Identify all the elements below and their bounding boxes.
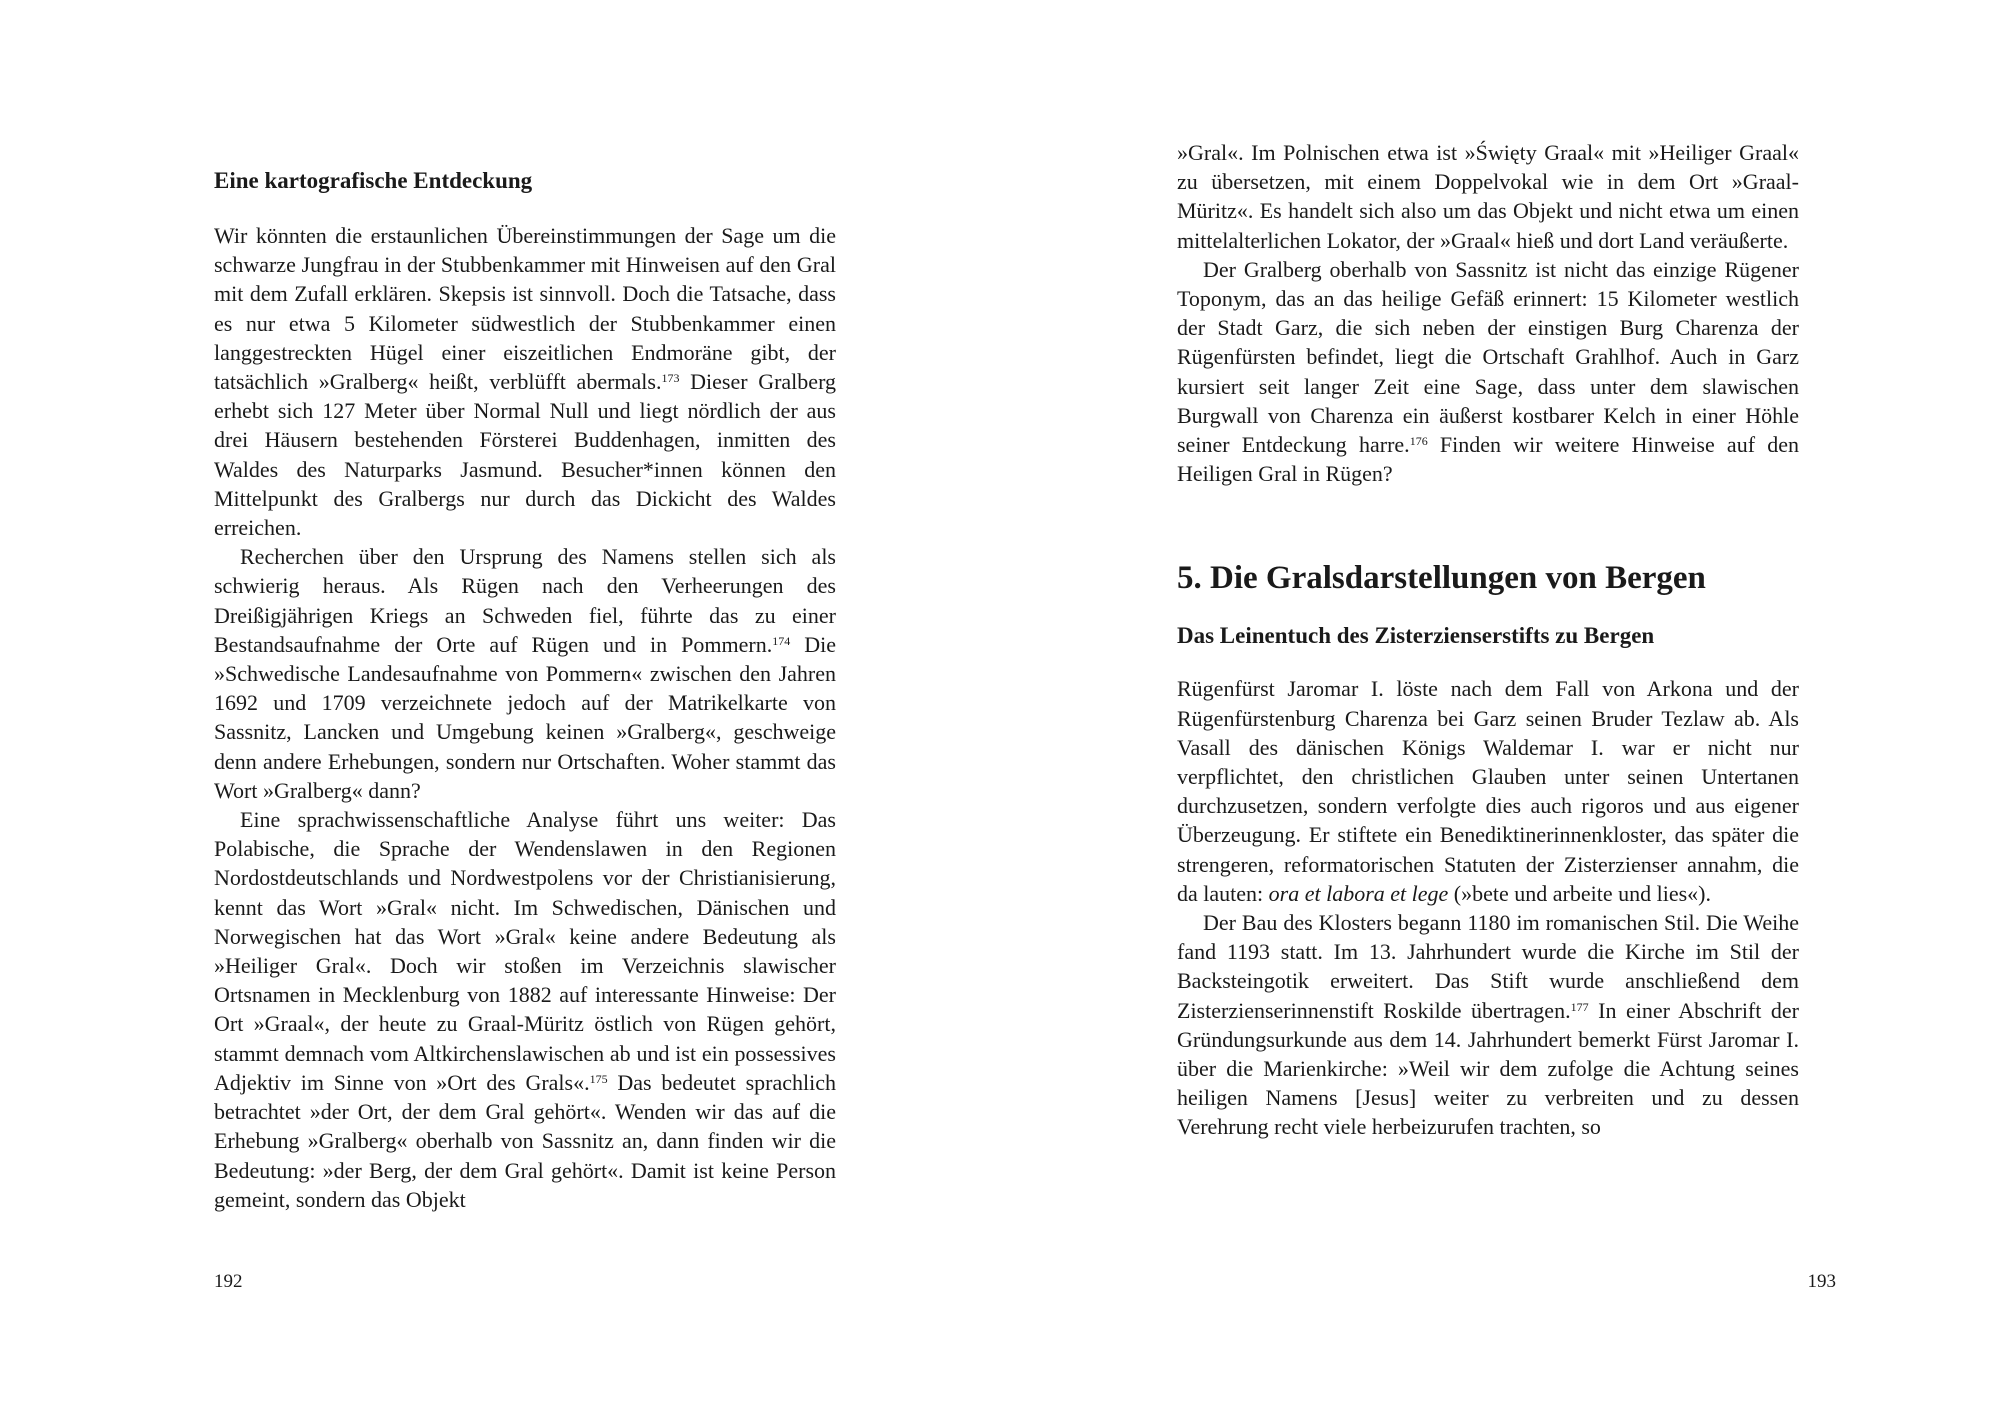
footnote-ref: 174	[772, 633, 791, 648]
footnote-ref: 175	[589, 1071, 608, 1086]
paragraph: Recherchen über den Ursprung des Namens stellen sich als schwierig heraus. Als Rügen nach den Verheerungen des Dreißigjährigen Kriegs an Schweden fiel, führte das zu einer Bestandsaufnahme der Orte auf Rügen und in Pommern.$^{174}$ Die »Schwedische Landesaufnahme von Pommern« zwischen den Jahren 1692 und 1709 verzeichnete jedoch auf der Matrikelkarte von Sassnitz, Lancken und Umgebung keinen »Gralberg«, geschweige denn andere Erhebungen, sondern nur Ortschaften. Woher stammt das Wort »Gralberg« dann?	[214, 544, 837, 803]
section-heading: Das Leinentuch des Zisterzienserstifts zu Bergen	[1177, 623, 1655, 649]
paragraph: Der Gralberg oberhalb von Sassnitz ist nicht das einzige Rügener Toponym, das an das heilige Gefäß erinnert: 15 Kilometer westlich der Stadt Garz, die sich neben der einstigen Burg Charenza der Rügenfürsten befindet, liegt die Ortschaft Grahlhof. Auch in Garz kursiert seit langer Zeit eine Sage, dass unter dem slawischen Burgwall von Charenza ein äußerst kostbarer Kelch in einer Höhle seiner Entdeckung harre.$^{176}$ Finden wir weitere Hinweise auf den Heiligen Gral in Rügen?	[1177, 256, 1799, 487]
paragraph: »Gral«. Im Polnischen etwa ist »Święty Graal« mit »Heiliger Graal« zu übersetzen, mit einem Doppelvokal wie in dem Ort »Graal-Müritz«. Es handelt sich also um das Objekt und nicht etwa um einen mittelalterlichen Lokator, der »Graal« hieß und dort Land veräußerte.	[1177, 140, 1799, 253]
right-page	[1000, 0, 2000, 1414]
paragraph: Eine sprachwissenschaftliche Analyse führt uns weiter: Das Polabische, die Sprache der Wendenslawen in den Regionen Nordostdeutschlands und Nordwestpolens vor der Christianisierung, kennt das Wort »Gral« nicht. Im Schwedischen, Dänischen und Norwegischen hat das Wort »Gral« keine andere Bedeutung als »Heiliger Gral«. Doch wir stoßen im Verzeichnis slawischer Ortsnamen in Mecklenburg von 1882 auf interessante Hinweise: Der Ort »Graal«, der heute zu Graal-Müritz östlich von Rügen gehört, stammt demnach vom Altkirchenslawischen ab und ist ein possessives Adjektiv im Sinne von »Ort des Grals«.$^{175}$ Das bedeutet sprachlich betrachtet »der Ort, der dem Gral gehört«. Wenden wir das auf die Erhebung »Gralberg« oberhalb von Sassnitz an, dann finden wir die Bedeutung: »der Berg, der dem Gral gehört«. Damit ist keine Person gemeint, sondern das Objekt	[214, 807, 837, 1212]
section-heading: Eine kartografische Entdeckung	[214, 168, 533, 193]
page-number: 193	[1807, 1271, 1836, 1292]
latin-motto: ora et labora et lege	[1268, 880, 1449, 906]
chapter-heading: 5. Die Gralsdarstellungen von Bergen	[1177, 560, 1706, 597]
footnote-ref: 176	[1409, 434, 1428, 449]
footnote-ref: 173	[661, 371, 680, 386]
left-text-column	[214, 166, 836, 1214]
right-text-column	[1177, 138, 1799, 1142]
paragraph: Rügenfürst Jaromar I. löste nach dem Fall von Arkona und der Rügenfürstenburg Charenza bei Garz seinen Bruder Tezlaw ab. Als Vasall des dänischen Königs Waldemar I. war er nicht nur verpflichtet, den christlichen Glauben unter seinen Untertanen durchzusetzen, sondern verfolgte dies auch rigoros und aus eigener Überzeugung. Er stiftete ein Benediktinerinnenkloster, das später die strengeren, reformatorischen Statuten der Zisterzienser annahm, die da lauten: ora et labora et lege (»bete und arbeite und lies«).	[1177, 676, 1799, 906]
footnote-ref: 177	[1570, 999, 1589, 1014]
paragraph: Der Bau des Klosters begann 1180 im romanischen Stil. Die Weihe fand 1193 statt. Im 13. Jahrhundert wurde die Kirche im Stil der Backsteingotik erweitert. Das Stift wurde anschließend dem Zisterzienserinnenstift Roskilde übertragen.$^{177}$ In einer Abschrift der Gründungsurkunde aus dem 14. Jahrhundert bemerkt Fürst Jaromar I. über die Marienkirche: »Weil wir dem zufolge die Achtung seines heiligen Namens [Jesus] weiter zu verbreiten und zu dessen Verehrung recht viele herbeizurufen trachten, so	[1177, 910, 1799, 1140]
paragraph: Wir könnten die erstaunlichen Übereinstimmungen der Sage um die schwarze Jungfrau in der Stubbenkammer mit Hinweisen auf den Gral mit dem Zufall erklären. Skepsis ist sinnvoll. Doch die Tatsache, dass es nur etwa 5 Kilometer südwestlich der Stubbenkammer einen langgestreckten Hügel einer eiszeitlichen Endmoräne gibt, der tatsächlich »Gralberg« heißt, verblüfft abermals.$^{173}$ Dieser Gralberg erhebt sich 127 Meter über Normal Null und liegt nördlich der aus drei Häusern bestehenden Försterei Buddenhagen, inmitten des Waldes des Naturparks Jasmund. Besucher*innen können den Mittelpunkt des Gralbergs nur durch das Dickicht des Waldes erreichen.	[214, 223, 836, 541]
page-number: 192	[214, 1271, 243, 1292]
